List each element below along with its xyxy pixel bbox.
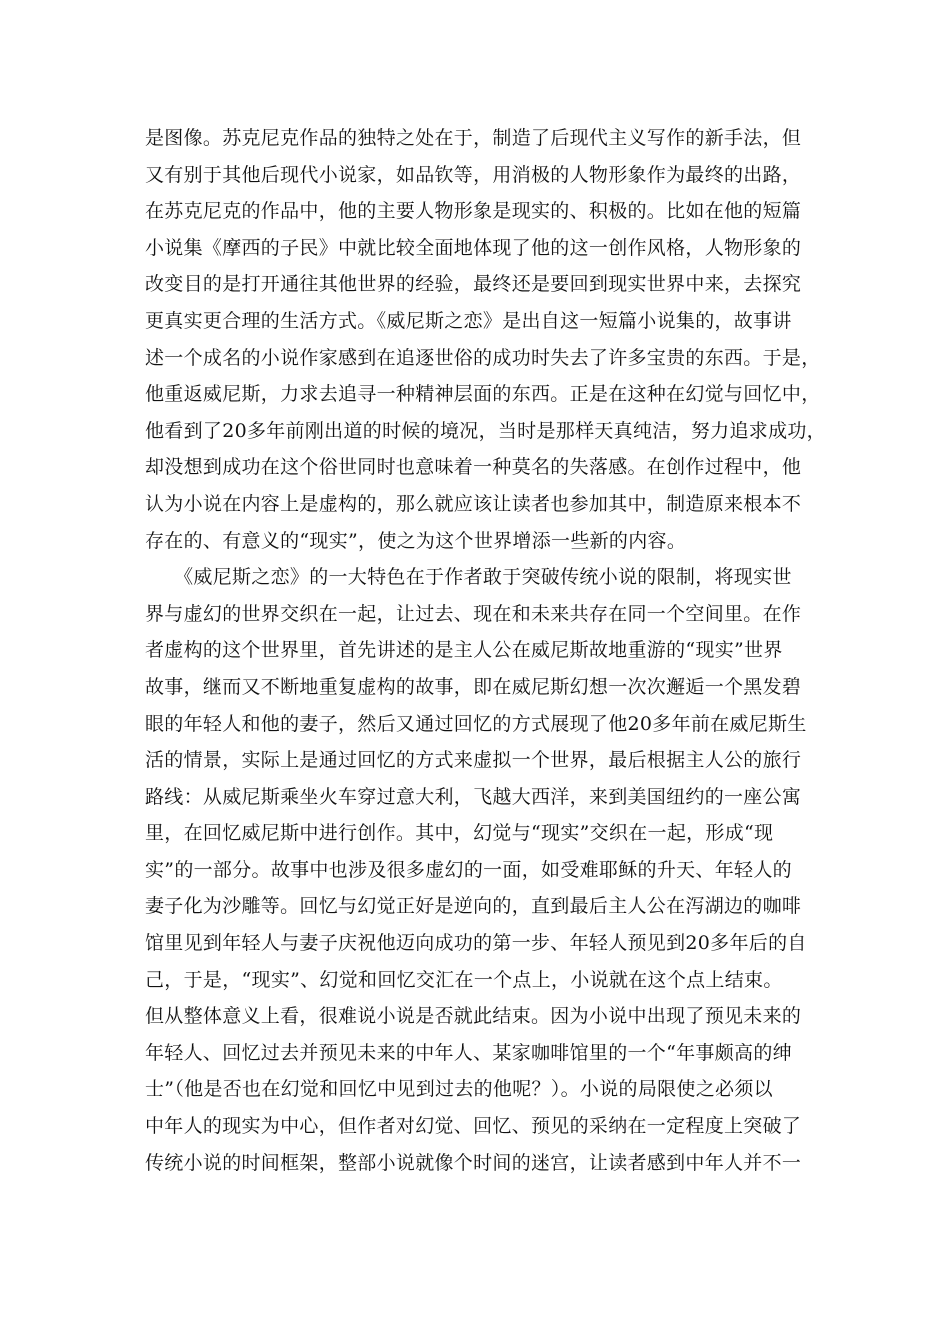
text-line-29: 传统小说的时间框架，整部小说就像个时间的迷宫，让读者感到中年人并不一: [145, 1151, 802, 1174]
text-line-27: 士”（他是否也在幻觉和回忆中见到过去的他呢？）。小说的局限使之必须以: [145, 1078, 773, 1101]
text-line-11: 认为小说在内容上是虚构的，那么就应该让读者也参加其中，制造原来根本不: [145, 492, 802, 515]
text-line-12: 存在的、有意义的“现实”，使之为这个世界增添一些新的内容。: [145, 529, 687, 552]
text-line-6: 更真实更合理的生活方式。《威尼斯之恋》是出自这一短篇小说集的，故事讲: [145, 309, 792, 332]
text-line-14: 界与虚幻的世界交织在一起，让过去、现在和未来共存在同一个空间里。在作: [145, 602, 802, 625]
text-line-1: 是图像。苏克尼克作品的独特之处在于，制造了后现代主义写作的新手法，但: [145, 127, 802, 149]
text-line-20: 里，在回忆威尼斯中进行创作。其中，幻觉与“现实”交织在一起，形成“现: [145, 822, 774, 845]
text-line-25: 但从整体意义上看，很难说小说是否就此结束。因为小说中出现了预见未来的: [145, 1005, 802, 1028]
body-text: [145, 120, 826, 1181]
text-line-15: 者虚构的这个世界里，首先讲述的是主人公在威尼斯故地重游的“现实”世界: [145, 639, 783, 662]
text-line-23: 馆里见到年轻人与妻子庆祝他迈向成功的第一步、年轻人预见到20多年后的自: [145, 932, 807, 955]
text-line-10: 却没想到成功在这个俗世同时也意味着一种莫名的失落感。在创作过程中，他: [145, 456, 802, 479]
text-line-16: 故事，继而又不断地重复虚构的故事，即在威尼斯幻想一次次邂逅一个黑发碧: [145, 675, 802, 698]
text-line-18: 活的情景，实际上是通过回忆的方式来虚拟一个世界，最后根据主人公的旅行: [145, 749, 802, 772]
text-line-2: 又有别于其他后现代小说家，如品钦等，用消极的人物形象作为最终的出路，: [145, 163, 802, 186]
text-line-13: 《威尼斯之恋》的一大特色在于作者敢于突破传统小说的限制，将现实世: [145, 566, 792, 589]
text-line-9: 他看到了20多年前刚出道的时候的境况，当时是那样天真纯洁，努力追求成功，: [145, 419, 826, 442]
text-line-22: 妻子化为沙雕等。回忆与幻觉正好是逆向的，直到最后主人公在泻湖边的咖啡: [145, 895, 802, 918]
text-line-24: 己，于是，“现实”、幻觉和回忆交汇在一个点上，小说就在这个点上结束。: [145, 968, 783, 991]
text-line-8: 他重返威尼斯，力求去追寻一种精神层面的东西。正是在这种在幻觉与回忆中，: [145, 383, 821, 406]
text-line-21: 实”的一部分。故事中也涉及很多虚幻的一面，如受难耶稣的升天、年轻人的: [145, 858, 792, 881]
text-line-19: 路线：从威尼斯乘坐火车穿过意大利，飞越大西洋，来到美国纽约的一座公寓: [145, 785, 802, 808]
text-line-5: 改变目的是打开通往其他世界的经验，最终还是要回到现实世界中来，去探究: [145, 273, 802, 296]
text-line-17: 眼的年轻人和他的妻子，然后又通过回忆的方式展现了他20多年前在威尼斯生: [145, 712, 807, 735]
text-line-3: 在苏克尼克的作品中，他的主要人物形象是现实的、积极的。比如在他的短篇: [145, 200, 802, 223]
text-line-7: 述一个成名的小说作家感到在追逐世俗的成功时失去了许多宝贵的东西。于是，: [145, 346, 821, 369]
text-line-26: 年轻人、回忆过去并预见未来的中年人、某家咖啡馆里的一个“年事颇高的绅: [145, 1041, 792, 1064]
text-line-4: 小说集《摩西的子民》中就比较全面地体现了他的这一创作风格，人物形象的: [145, 236, 802, 259]
text-line-28: 中年人的现实为中心，但作者对幻觉、回忆、预见的采纳在一定程度上突破了: [145, 1115, 802, 1138]
